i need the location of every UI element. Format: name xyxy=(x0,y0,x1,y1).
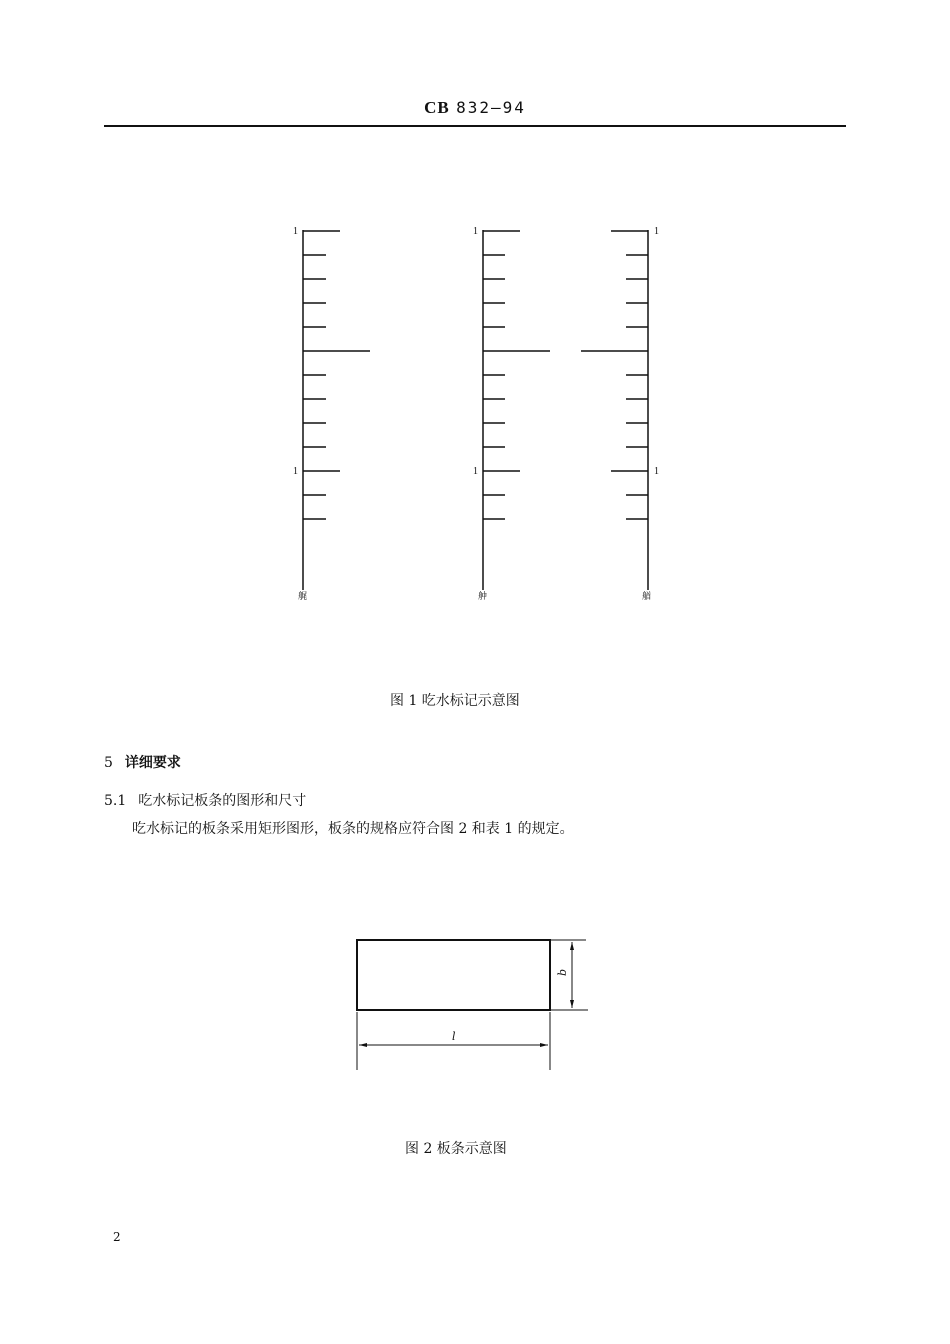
plate-rectangle xyxy=(357,940,550,1010)
figure2-plate-strip xyxy=(357,940,588,1070)
standard-code-prefix: CB xyxy=(424,98,450,117)
stern-label: 艉 xyxy=(298,592,308,602)
section-5-title: 详细要求 xyxy=(124,755,181,771)
stern-mid-tick-label: 1 xyxy=(293,466,298,477)
stern-scale xyxy=(303,230,370,590)
bow-mid-tick-label: 1 xyxy=(654,466,659,477)
length-dimension-label: l xyxy=(452,1030,456,1043)
midship-mid-tick-label: 1 xyxy=(473,466,478,477)
section-5-1-paragraph: 吃水标记的板条采用矩形图形，板条的规格应符合图 2 和表 1 的规定。 xyxy=(132,821,574,837)
midship-scale xyxy=(483,230,550,590)
bow-top-tick-label: 1 xyxy=(654,226,659,237)
bow-label: 艏 xyxy=(642,592,652,602)
midship-label: 舯 xyxy=(478,592,488,602)
figure2-caption: 图 2 板条示意图 xyxy=(405,1141,507,1157)
stern-top-tick-label: 1 xyxy=(293,226,298,237)
section-5-number: 5 xyxy=(104,755,113,771)
bow-scale xyxy=(581,230,648,590)
standard-code-number: 832—94 xyxy=(456,98,526,117)
section-5-heading xyxy=(104,752,181,772)
section-5-1-title: 吃水标记板条的图形和尺寸 xyxy=(138,793,307,809)
page-number: 2 xyxy=(113,1230,121,1244)
section-5-1-number: 5.1 xyxy=(104,793,127,809)
figure1-caption: 图 1 吃水标记示意图 xyxy=(390,693,520,709)
midship-top-tick-label: 1 xyxy=(473,226,478,237)
section-5-1-heading xyxy=(104,790,306,810)
height-dimension-label: b xyxy=(556,968,569,976)
